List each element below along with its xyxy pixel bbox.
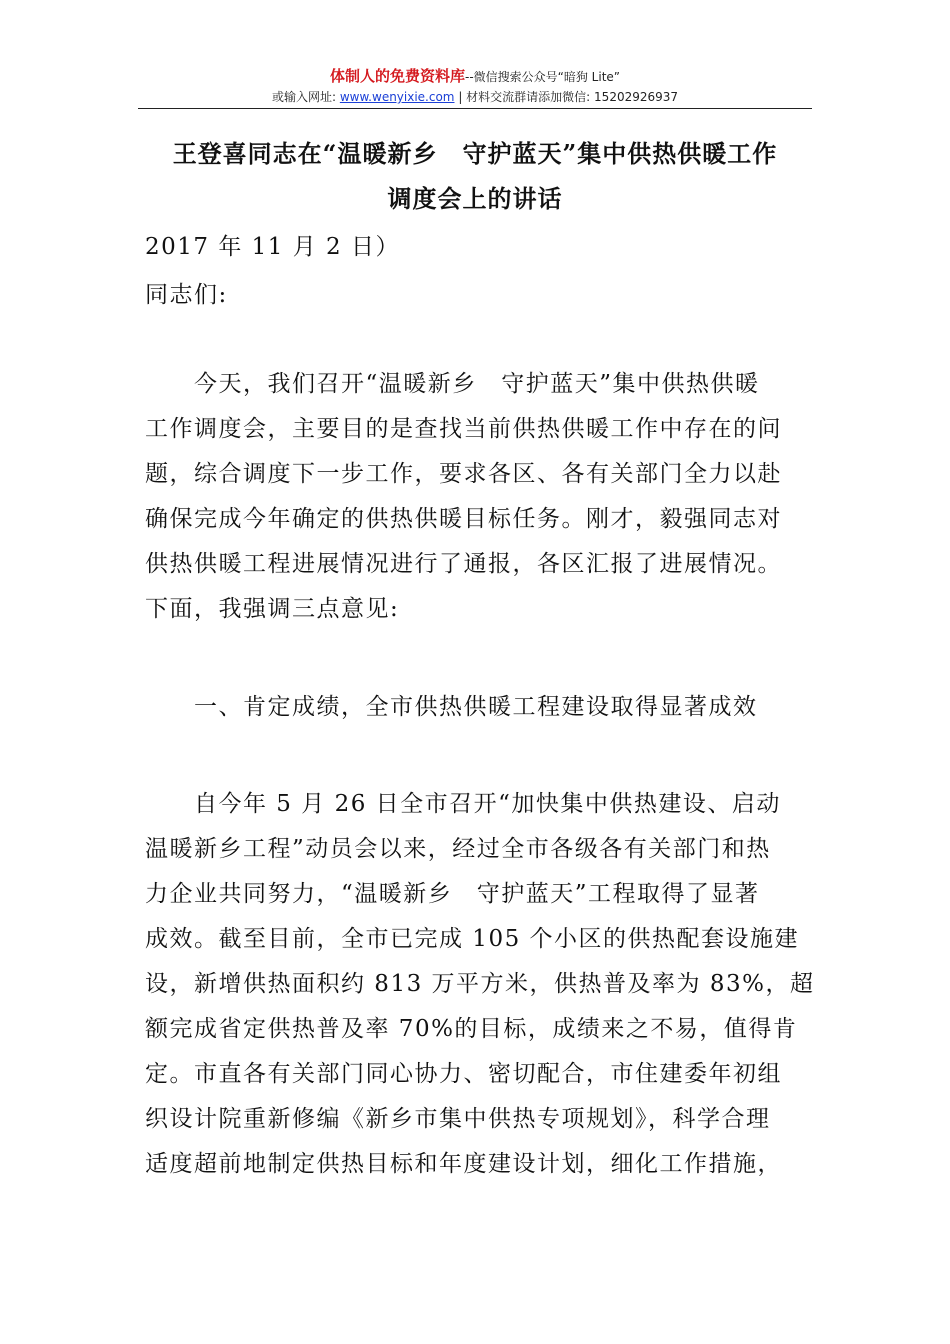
paragraph-line: 温暖新乡工程”动员会以来，经过全市各级各有关部门和热 [145, 836, 771, 862]
paragraph-line: 力企业共同努力，“温暖新乡 守护蓝天”工程取得了显著 [145, 881, 760, 907]
paragraph-line: 设，新增供热面积约 813 万平方米，供热普及率为 83%，超 [145, 971, 815, 997]
header-line-1 [0, 66, 950, 87]
paragraph-line: 供热供暖工程进展情况进行了通报，各区汇报了进展情况。 [145, 551, 782, 577]
paragraph-line: 织设计院重新修编《新乡市集中供热专项规划》，科学合理 [145, 1106, 771, 1132]
header-url-label: 或输入网址: [271, 90, 337, 104]
header-divider [138, 108, 812, 109]
document-title-line-2: 调度会上的讲话 [387, 184, 563, 213]
paragraph-line: 今天，我们召开“温暖新乡 守护蓝天”集中供热供暖 [145, 371, 760, 397]
salutation: 同志们: [145, 282, 228, 308]
paragraph-line: 确保完成今年确定的供热供暖目标任务。刚才，毅强同志对 [145, 506, 782, 532]
header-brand: 体制人的免费资料库 [329, 67, 465, 85]
paragraph-line: 自今年 5 月 26 日全市召开“加快集中供热建设、启动 [145, 791, 781, 817]
header-line-2 [0, 89, 950, 105]
paragraph-line: 题，综合调度下一步工作，要求各区、各有关部门全力以赴 [145, 461, 782, 487]
header-contact: | 材料交流群请添加微信: 15202926937 [458, 90, 679, 104]
paragraph-line: 工作调度会，主要目的是查找当前供热供暖工作中存在的问 [145, 416, 782, 442]
paragraph-line: 额完成省定供热普及率 70%的目标，成绩来之不易，值得肯 [145, 1016, 798, 1042]
paragraph-line: 适度超前地制定供热目标和年度建设计划，细化工作措施， [145, 1151, 782, 1177]
section-1-heading: 一、肯定成绩，全市供热供暖工程建设取得显著成效 [145, 694, 758, 720]
paragraph-line: 定。市直各有关部门同心协力、密切配合，市住建委年初组 [145, 1061, 782, 1087]
header-wechat-note: --微信搜索公众号“暗狗 Lite” [464, 70, 621, 84]
header-url-link[interactable]: www.wenyixie.com [339, 90, 455, 104]
document-title-line-1: 王登喜同志在“温暖新乡 守护蓝天”集中供热供暖工作 [172, 139, 778, 168]
paragraph-line: 下面，我强调三点意见: [145, 596, 400, 622]
document-date: 2017 年 11 月 2 日） [145, 234, 400, 260]
page-header [0, 66, 950, 105]
paragraph-line: 成效。截至目前，全市已完成 105 个小区的供热配套设施建 [145, 926, 800, 952]
